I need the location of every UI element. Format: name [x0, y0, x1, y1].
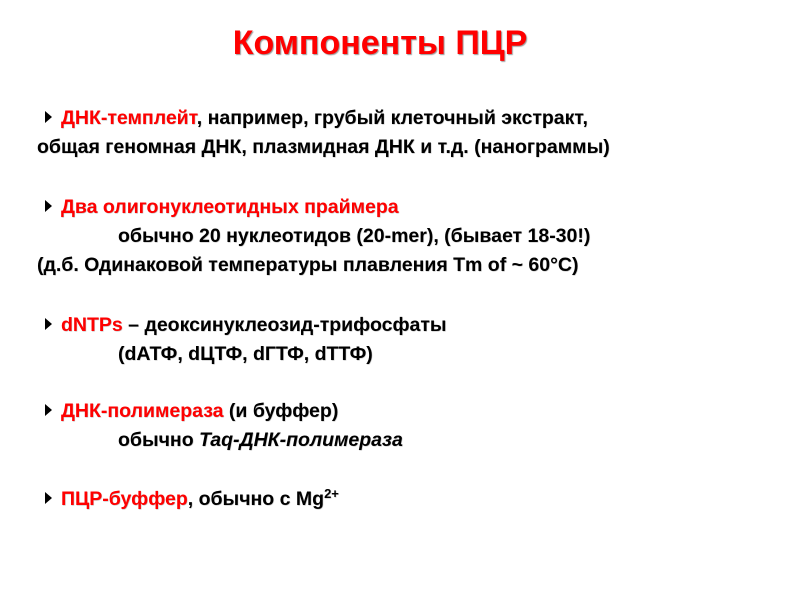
- item-dntps-list: (dАТФ, dЦТФ, dГТФ, dТТФ): [118, 343, 373, 365]
- item-term: Два олигонуклеотидных праймера: [61, 196, 399, 218]
- item-text: (и буффер): [223, 400, 339, 422]
- item-dna-template-details: общая геномная ДНК, плазмидная ДНК и т.д. (нанограммы): [37, 136, 610, 158]
- item-pcr-buffer: [45, 487, 339, 511]
- item-dna-template: [45, 106, 588, 130]
- item-polymerase-details: [118, 428, 403, 452]
- triangle-right-icon: [45, 404, 52, 416]
- item-dntps: [45, 313, 447, 337]
- slide-title: Компоненты ПЦР: [232, 24, 528, 62]
- item-term: dNTPs: [61, 314, 123, 336]
- item-term: ДНК-полимераза: [61, 400, 224, 422]
- triangle-right-icon: [45, 111, 52, 123]
- item-text: – деоксинуклеозид-трифосфаты: [122, 314, 447, 336]
- item-primers-tm: (д.б. Одинаковой температуры плавления Tm of ~ 60°C): [37, 254, 579, 276]
- item-text: , обычно с Mg: [187, 488, 325, 510]
- item-term: ДНК-темплейт: [61, 107, 197, 129]
- item-text: обычно: [118, 429, 200, 451]
- item-term: ПЦР-буффер: [61, 488, 188, 510]
- item-polymerase: [45, 399, 338, 423]
- item-primers: [45, 195, 399, 219]
- triangle-right-icon: [45, 492, 52, 504]
- superscript: 2+: [324, 486, 339, 501]
- item-text: , например, грубый клеточный экстракт,: [196, 107, 588, 129]
- triangle-right-icon: [45, 318, 52, 330]
- item-italic-text: Taq-ДНК-полимераза: [199, 429, 403, 451]
- triangle-right-icon: [45, 200, 52, 212]
- item-primers-length: обычно 20 нуклеотидов (20-mer), (бывает 18-30!): [118, 225, 591, 247]
